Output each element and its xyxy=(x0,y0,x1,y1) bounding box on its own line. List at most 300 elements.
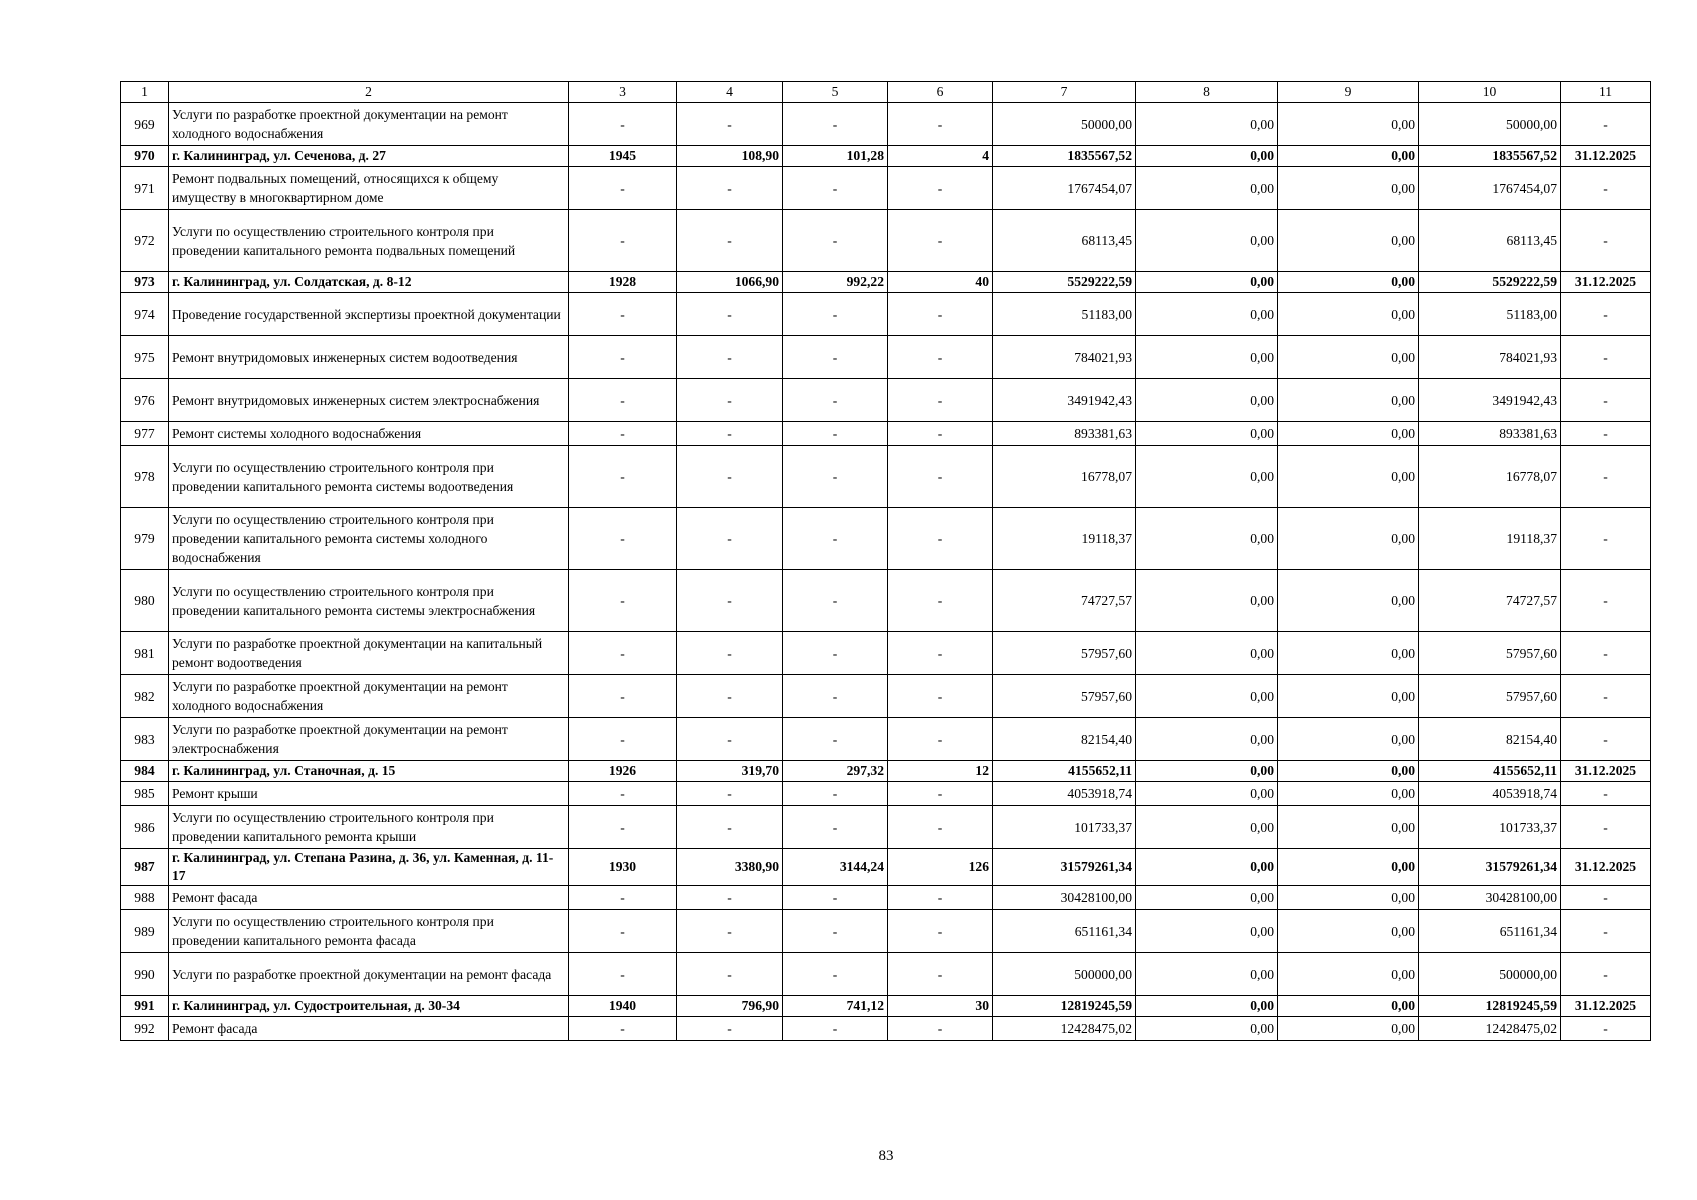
deadline-cell: - xyxy=(1561,210,1651,272)
item-name-cell: Услуги по осуществлению строительного контроля при проведении капитального ремонта крыши xyxy=(169,806,569,849)
build-year-cell: - xyxy=(569,379,677,422)
build-year-cell: - xyxy=(569,953,677,996)
fund-amount-cell: 0,00 xyxy=(1136,293,1278,336)
total-cost-cell: 51183,00 xyxy=(993,293,1136,336)
living-area-cell: 101,28 xyxy=(783,146,888,167)
total-cost-cell: 57957,60 xyxy=(993,632,1136,675)
col-number-2: 2 xyxy=(169,82,569,103)
item-name-cell: Ремонт подвальных помещений, относящихся к общему имуществу в многоквартирном доме xyxy=(169,167,569,210)
budget-amount-cell: 0,00 xyxy=(1278,379,1419,422)
row-number-cell: 983 xyxy=(121,718,169,761)
total-area-cell: 108,90 xyxy=(677,146,783,167)
fund-amount-cell: 0,00 xyxy=(1136,996,1278,1017)
residents-cell: - xyxy=(888,632,993,675)
col-number-11: 11 xyxy=(1561,82,1651,103)
total-area-cell: - xyxy=(677,422,783,446)
residents-cell: - xyxy=(888,103,993,146)
budget-amount-cell: 0,00 xyxy=(1278,782,1419,806)
living-area-cell: - xyxy=(783,336,888,379)
budget-amount-cell: 0,00 xyxy=(1278,849,1419,886)
residents-cell: - xyxy=(888,167,993,210)
build-year-cell: - xyxy=(569,336,677,379)
build-year-cell: - xyxy=(569,446,677,508)
row-number-cell: 989 xyxy=(121,910,169,953)
row-number-cell: 991 xyxy=(121,996,169,1017)
fund-amount-cell: 0,00 xyxy=(1136,632,1278,675)
col-number-6: 6 xyxy=(888,82,993,103)
deadline-cell: - xyxy=(1561,379,1651,422)
total-cost-cell: 500000,00 xyxy=(993,953,1136,996)
item-name-cell: Услуги по разработке проектной документации на капитальный ремонт водоотведения xyxy=(169,632,569,675)
owner-amount-cell: 30428100,00 xyxy=(1419,886,1561,910)
row-number-cell: 982 xyxy=(121,675,169,718)
owner-amount-cell: 3491942,43 xyxy=(1419,379,1561,422)
build-year-cell: - xyxy=(569,422,677,446)
deadline-cell: - xyxy=(1561,675,1651,718)
fund-amount-cell: 0,00 xyxy=(1136,272,1278,293)
deadline-cell: - xyxy=(1561,508,1651,570)
total-cost-cell: 82154,40 xyxy=(993,718,1136,761)
table-row xyxy=(121,146,1651,167)
owner-amount-cell: 101733,37 xyxy=(1419,806,1561,849)
owner-amount-cell: 31579261,34 xyxy=(1419,849,1561,886)
table-row xyxy=(121,782,1651,806)
total-cost-cell: 784021,93 xyxy=(993,336,1136,379)
owner-amount-cell: 651161,34 xyxy=(1419,910,1561,953)
table-row xyxy=(121,849,1651,886)
living-area-cell: 297,32 xyxy=(783,761,888,782)
deadline-cell: - xyxy=(1561,806,1651,849)
total-area-cell: 1066,90 xyxy=(677,272,783,293)
build-year-cell: - xyxy=(569,1017,677,1041)
deadline-cell: - xyxy=(1561,886,1651,910)
owner-amount-cell: 893381,63 xyxy=(1419,422,1561,446)
budget-amount-cell: 0,00 xyxy=(1278,103,1419,146)
owner-amount-cell: 1767454,07 xyxy=(1419,167,1561,210)
living-area-cell: - xyxy=(783,1017,888,1041)
table-row xyxy=(121,422,1651,446)
item-name-cell: Ремонт фасада xyxy=(169,886,569,910)
item-name-cell: Услуги по осуществлению строительного контроля при проведении капитального ремонта фасада xyxy=(169,910,569,953)
row-number-cell: 978 xyxy=(121,446,169,508)
fund-amount-cell: 0,00 xyxy=(1136,446,1278,508)
item-name-cell: Услуги по осуществлению строительного контроля при проведении капитального ремонта системы электроснабжения xyxy=(169,570,569,632)
total-cost-cell: 651161,34 xyxy=(993,910,1136,953)
budget-amount-cell: 0,00 xyxy=(1278,1017,1419,1041)
table-row xyxy=(121,996,1651,1017)
item-name-cell: г. Калининград, ул. Степана Разина, д. 36, ул. Каменная, д. 11-17 xyxy=(169,849,569,886)
living-area-cell: - xyxy=(783,167,888,210)
row-number-cell: 971 xyxy=(121,167,169,210)
item-name-cell: Проведение государственной экспертизы проектной документации xyxy=(169,293,569,336)
living-area-cell: - xyxy=(783,953,888,996)
total-cost-cell: 893381,63 xyxy=(993,422,1136,446)
residents-cell: - xyxy=(888,953,993,996)
deadline-cell: 31.12.2025 xyxy=(1561,761,1651,782)
deadline-cell: - xyxy=(1561,782,1651,806)
fund-amount-cell: 0,00 xyxy=(1136,782,1278,806)
program-table xyxy=(120,81,1651,1041)
build-year-cell: - xyxy=(569,718,677,761)
build-year-cell: - xyxy=(569,675,677,718)
build-year-cell: - xyxy=(569,570,677,632)
total-cost-cell: 3491942,43 xyxy=(993,379,1136,422)
total-area-cell: - xyxy=(677,718,783,761)
item-name-cell: Ремонт фасада xyxy=(169,1017,569,1041)
table-row xyxy=(121,336,1651,379)
total-area-cell: - xyxy=(677,953,783,996)
table-row xyxy=(121,886,1651,910)
budget-amount-cell: 0,00 xyxy=(1278,293,1419,336)
residents-cell: - xyxy=(888,886,993,910)
item-name-cell: Ремонт крыши xyxy=(169,782,569,806)
total-cost-cell: 30428100,00 xyxy=(993,886,1136,910)
row-number-cell: 986 xyxy=(121,806,169,849)
item-name-cell: Услуги по осуществлению строительного контроля при проведении капитального ремонта системы холодного водоснабжения xyxy=(169,508,569,570)
build-year-cell: - xyxy=(569,293,677,336)
total-area-cell: - xyxy=(677,103,783,146)
total-area-cell: 796,90 xyxy=(677,996,783,1017)
deadline-cell: 31.12.2025 xyxy=(1561,146,1651,167)
living-area-cell: 741,12 xyxy=(783,996,888,1017)
table-row xyxy=(121,761,1651,782)
owner-amount-cell: 12819245,59 xyxy=(1419,996,1561,1017)
item-name-cell: Услуги по разработке проектной документации на ремонт холодного водоснабжения xyxy=(169,675,569,718)
table-row xyxy=(121,675,1651,718)
table-row xyxy=(121,570,1651,632)
budget-amount-cell: 0,00 xyxy=(1278,570,1419,632)
owner-amount-cell: 4155652,11 xyxy=(1419,761,1561,782)
table-row xyxy=(121,910,1651,953)
item-name-cell: г. Калининград, ул. Станочная, д. 15 xyxy=(169,761,569,782)
budget-amount-cell: 0,00 xyxy=(1278,761,1419,782)
row-number-cell: 992 xyxy=(121,1017,169,1041)
deadline-cell: - xyxy=(1561,570,1651,632)
fund-amount-cell: 0,00 xyxy=(1136,806,1278,849)
residents-cell: - xyxy=(888,422,993,446)
deadline-cell: - xyxy=(1561,167,1651,210)
living-area-cell: - xyxy=(783,422,888,446)
col-number-7: 7 xyxy=(993,82,1136,103)
owner-amount-cell: 19118,37 xyxy=(1419,508,1561,570)
col-number-3: 3 xyxy=(569,82,677,103)
living-area-cell: - xyxy=(783,446,888,508)
owner-amount-cell: 51183,00 xyxy=(1419,293,1561,336)
table-row xyxy=(121,718,1651,761)
row-number-cell: 973 xyxy=(121,272,169,293)
row-number-cell: 974 xyxy=(121,293,169,336)
total-area-cell: - xyxy=(677,675,783,718)
row-number-cell: 980 xyxy=(121,570,169,632)
living-area-cell: - xyxy=(783,103,888,146)
residents-cell: 12 xyxy=(888,761,993,782)
residents-cell: - xyxy=(888,508,993,570)
owner-amount-cell: 57957,60 xyxy=(1419,632,1561,675)
deadline-cell: - xyxy=(1561,422,1651,446)
owner-amount-cell: 82154,40 xyxy=(1419,718,1561,761)
fund-amount-cell: 0,00 xyxy=(1136,886,1278,910)
row-number-cell: 979 xyxy=(121,508,169,570)
col-number-9: 9 xyxy=(1278,82,1419,103)
total-cost-cell: 4053918,74 xyxy=(993,782,1136,806)
total-area-cell: - xyxy=(677,910,783,953)
table-row xyxy=(121,1017,1651,1041)
table-row xyxy=(121,953,1651,996)
residents-cell: - xyxy=(888,1017,993,1041)
budget-amount-cell: 0,00 xyxy=(1278,910,1419,953)
total-area-cell: - xyxy=(677,1017,783,1041)
owner-amount-cell: 68113,45 xyxy=(1419,210,1561,272)
residents-cell: - xyxy=(888,570,993,632)
budget-amount-cell: 0,00 xyxy=(1278,996,1419,1017)
build-year-cell: - xyxy=(569,210,677,272)
owner-amount-cell: 16778,07 xyxy=(1419,446,1561,508)
living-area-cell: 992,22 xyxy=(783,272,888,293)
fund-amount-cell: 0,00 xyxy=(1136,570,1278,632)
row-number-cell: 972 xyxy=(121,210,169,272)
table-row xyxy=(121,103,1651,146)
budget-amount-cell: 0,00 xyxy=(1278,146,1419,167)
budget-amount-cell: 0,00 xyxy=(1278,806,1419,849)
build-year-cell: - xyxy=(569,167,677,210)
build-year-cell: 1940 xyxy=(569,996,677,1017)
table-row xyxy=(121,508,1651,570)
residents-cell: - xyxy=(888,910,993,953)
table-row xyxy=(121,210,1651,272)
budget-amount-cell: 0,00 xyxy=(1278,675,1419,718)
item-name-cell: Ремонт системы холодного водоснабжения xyxy=(169,422,569,446)
item-name-cell: Ремонт внутридомовых инженерных систем водоотведения xyxy=(169,336,569,379)
deadline-cell: - xyxy=(1561,953,1651,996)
total-cost-cell: 50000,00 xyxy=(993,103,1136,146)
item-name-cell: г. Калининград, ул. Судостроительная, д. 30-34 xyxy=(169,996,569,1017)
row-number-cell: 977 xyxy=(121,422,169,446)
living-area-cell: - xyxy=(783,508,888,570)
row-number-cell: 975 xyxy=(121,336,169,379)
col-number-10: 10 xyxy=(1419,82,1561,103)
item-name-cell: Услуги по разработке проектной документации на ремонт электроснабжения xyxy=(169,718,569,761)
fund-amount-cell: 0,00 xyxy=(1136,146,1278,167)
fund-amount-cell: 0,00 xyxy=(1136,910,1278,953)
fund-amount-cell: 0,00 xyxy=(1136,1017,1278,1041)
table-row xyxy=(121,632,1651,675)
total-area-cell: - xyxy=(677,508,783,570)
row-number-cell: 981 xyxy=(121,632,169,675)
table-row xyxy=(121,272,1651,293)
living-area-cell: 3144,24 xyxy=(783,849,888,886)
budget-amount-cell: 0,00 xyxy=(1278,886,1419,910)
fund-amount-cell: 0,00 xyxy=(1136,379,1278,422)
build-year-cell: - xyxy=(569,806,677,849)
fund-amount-cell: 0,00 xyxy=(1136,761,1278,782)
living-area-cell: - xyxy=(783,910,888,953)
row-number-cell: 969 xyxy=(121,103,169,146)
col-number-5: 5 xyxy=(783,82,888,103)
living-area-cell: - xyxy=(783,379,888,422)
residents-cell: - xyxy=(888,718,993,761)
total-cost-cell: 101733,37 xyxy=(993,806,1136,849)
deadline-cell: - xyxy=(1561,632,1651,675)
residents-cell: 126 xyxy=(888,849,993,886)
deadline-cell: 31.12.2025 xyxy=(1561,996,1651,1017)
total-cost-cell: 68113,45 xyxy=(993,210,1136,272)
budget-amount-cell: 0,00 xyxy=(1278,336,1419,379)
row-number-cell: 970 xyxy=(121,146,169,167)
build-year-cell: - xyxy=(569,782,677,806)
total-cost-cell: 1767454,07 xyxy=(993,167,1136,210)
item-name-cell: Услуги по осуществлению строительного контроля при проведении капитального ремонта подвальных помещений xyxy=(169,210,569,272)
build-year-cell: - xyxy=(569,886,677,910)
fund-amount-cell: 0,00 xyxy=(1136,675,1278,718)
build-year-cell: 1928 xyxy=(569,272,677,293)
living-area-cell: - xyxy=(783,293,888,336)
total-area-cell: 319,70 xyxy=(677,761,783,782)
total-area-cell: - xyxy=(677,806,783,849)
build-year-cell: 1930 xyxy=(569,849,677,886)
item-name-cell: Услуги по осуществлению строительного контроля при проведении капитального ремонта системы водоотведения xyxy=(169,446,569,508)
deadline-cell: - xyxy=(1561,446,1651,508)
total-area-cell: - xyxy=(677,293,783,336)
item-name-cell: Услуги по разработке проектной документации на ремонт холодного водоснабжения xyxy=(169,103,569,146)
total-cost-cell: 31579261,34 xyxy=(993,849,1136,886)
deadline-cell: - xyxy=(1561,336,1651,379)
item-name-cell: Услуги по разработке проектной документации на ремонт фасада xyxy=(169,953,569,996)
row-number-cell: 988 xyxy=(121,886,169,910)
owner-amount-cell: 50000,00 xyxy=(1419,103,1561,146)
owner-amount-cell: 4053918,74 xyxy=(1419,782,1561,806)
owner-amount-cell: 500000,00 xyxy=(1419,953,1561,996)
budget-amount-cell: 0,00 xyxy=(1278,422,1419,446)
residents-cell: - xyxy=(888,210,993,272)
residents-cell: - xyxy=(888,782,993,806)
budget-amount-cell: 0,00 xyxy=(1278,210,1419,272)
table-body xyxy=(121,103,1651,1041)
residents-cell: - xyxy=(888,806,993,849)
living-area-cell: - xyxy=(783,718,888,761)
row-number-cell: 990 xyxy=(121,953,169,996)
total-cost-cell: 19118,37 xyxy=(993,508,1136,570)
table-row xyxy=(121,293,1651,336)
header-row xyxy=(121,82,1651,103)
living-area-cell: - xyxy=(783,806,888,849)
total-cost-cell: 1835567,52 xyxy=(993,146,1136,167)
table-row xyxy=(121,379,1651,422)
fund-amount-cell: 0,00 xyxy=(1136,508,1278,570)
residents-cell: - xyxy=(888,379,993,422)
build-year-cell: - xyxy=(569,632,677,675)
total-area-cell: - xyxy=(677,570,783,632)
budget-amount-cell: 0,00 xyxy=(1278,953,1419,996)
budget-amount-cell: 0,00 xyxy=(1278,446,1419,508)
total-area-cell: - xyxy=(677,336,783,379)
fund-amount-cell: 0,00 xyxy=(1136,953,1278,996)
page-number: 83 xyxy=(878,1148,894,1164)
total-area-cell: - xyxy=(677,167,783,210)
fund-amount-cell: 0,00 xyxy=(1136,718,1278,761)
owner-amount-cell: 74727,57 xyxy=(1419,570,1561,632)
fund-amount-cell: 0,00 xyxy=(1136,422,1278,446)
total-area-cell: - xyxy=(677,632,783,675)
row-number-cell: 984 xyxy=(121,761,169,782)
budget-amount-cell: 0,00 xyxy=(1278,718,1419,761)
budget-amount-cell: 0,00 xyxy=(1278,508,1419,570)
row-number-cell: 976 xyxy=(121,379,169,422)
build-year-cell: - xyxy=(569,103,677,146)
table-row xyxy=(121,446,1651,508)
col-number-1: 1 xyxy=(121,82,169,103)
total-cost-cell: 12819245,59 xyxy=(993,996,1136,1017)
living-area-cell: - xyxy=(783,886,888,910)
total-area-cell: 3380,90 xyxy=(677,849,783,886)
total-area-cell: - xyxy=(677,782,783,806)
fund-amount-cell: 0,00 xyxy=(1136,103,1278,146)
total-area-cell: - xyxy=(677,379,783,422)
item-name-cell: г. Калининград, ул. Сеченова, д. 27 xyxy=(169,146,569,167)
total-cost-cell: 12428475,02 xyxy=(993,1017,1136,1041)
living-area-cell: - xyxy=(783,210,888,272)
owner-amount-cell: 57957,60 xyxy=(1419,675,1561,718)
fund-amount-cell: 0,00 xyxy=(1136,167,1278,210)
table-row xyxy=(121,167,1651,210)
col-number-4: 4 xyxy=(677,82,783,103)
deadline-cell: - xyxy=(1561,1017,1651,1041)
residents-cell: - xyxy=(888,336,993,379)
total-area-cell: - xyxy=(677,886,783,910)
living-area-cell: - xyxy=(783,675,888,718)
item-name-cell: Ремонт внутридомовых инженерных систем электроснабжения xyxy=(169,379,569,422)
build-year-cell: - xyxy=(569,508,677,570)
total-cost-cell: 74727,57 xyxy=(993,570,1136,632)
owner-amount-cell: 12428475,02 xyxy=(1419,1017,1561,1041)
deadline-cell: - xyxy=(1561,718,1651,761)
build-year-cell: - xyxy=(569,910,677,953)
column-number-header xyxy=(121,82,1651,103)
fund-amount-cell: 0,00 xyxy=(1136,336,1278,379)
living-area-cell: - xyxy=(783,570,888,632)
row-number-cell: 985 xyxy=(121,782,169,806)
row-number-cell: 987 xyxy=(121,849,169,886)
table-row xyxy=(121,806,1651,849)
total-cost-cell: 16778,07 xyxy=(993,446,1136,508)
owner-amount-cell: 784021,93 xyxy=(1419,336,1561,379)
residents-cell: 40 xyxy=(888,272,993,293)
owner-amount-cell: 1835567,52 xyxy=(1419,146,1561,167)
build-year-cell: 1945 xyxy=(569,146,677,167)
total-cost-cell: 4155652,11 xyxy=(993,761,1136,782)
total-cost-cell: 57957,60 xyxy=(993,675,1136,718)
residents-cell: 4 xyxy=(888,146,993,167)
residents-cell: - xyxy=(888,446,993,508)
deadline-cell: - xyxy=(1561,293,1651,336)
build-year-cell: 1926 xyxy=(569,761,677,782)
budget-amount-cell: 0,00 xyxy=(1278,167,1419,210)
total-area-cell: - xyxy=(677,210,783,272)
fund-amount-cell: 0,00 xyxy=(1136,849,1278,886)
deadline-cell: - xyxy=(1561,910,1651,953)
total-area-cell: - xyxy=(677,446,783,508)
total-cost-cell: 5529222,59 xyxy=(993,272,1136,293)
owner-amount-cell: 5529222,59 xyxy=(1419,272,1561,293)
col-number-8: 8 xyxy=(1136,82,1278,103)
item-name-cell: г. Калининград, ул. Солдатская, д. 8-12 xyxy=(169,272,569,293)
budget-amount-cell: 0,00 xyxy=(1278,632,1419,675)
living-area-cell: - xyxy=(783,782,888,806)
residents-cell: - xyxy=(888,675,993,718)
fund-amount-cell: 0,00 xyxy=(1136,210,1278,272)
budget-amount-cell: 0,00 xyxy=(1278,272,1419,293)
deadline-cell: 31.12.2025 xyxy=(1561,849,1651,886)
deadline-cell: - xyxy=(1561,103,1651,146)
